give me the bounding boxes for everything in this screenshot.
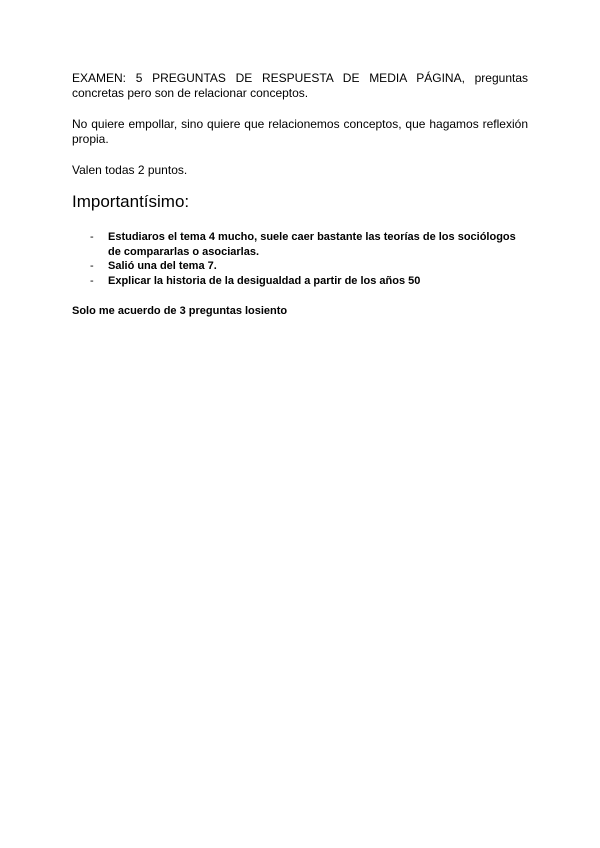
important-heading: Importantísimo: [72, 192, 190, 211]
dash-bullet-icon: - [90, 260, 94, 272]
list-item [72, 230, 528, 259]
dash-bullet-icon: - [90, 274, 94, 287]
document-content [72, 71, 528, 318]
list-item-text: Salió una del tema 7. [108, 260, 217, 272]
professor-expectation-paragraph: No quiere empollar, sino quiere que relacionemos conceptos, que hagamos reflexión propia. [72, 117, 528, 146]
list-item [72, 259, 528, 274]
dash-bullet-icon: - [90, 231, 94, 243]
points-paragraph: Valen todas 2 puntos. [72, 163, 188, 177]
exam-format-paragraph: EXAMEN: 5 PREGUNTAS DE RESPUESTA DE MEDIA PÁGINA, preguntas concretas pero son de relacionar conceptos. [72, 71, 528, 100]
important-list [72, 230, 528, 288]
list-item-text: Estudiaros el tema 4 mucho, suele caer bastante las teorías de los sociólogos de compararlas o asociarlas. [108, 231, 516, 258]
list-item-text: Explicar la historia de la desigualdad a partir de los años 50 [108, 274, 421, 287]
list-item [72, 274, 528, 289]
closing-note: Solo me acuerdo de 3 preguntas losiento [72, 305, 288, 317]
